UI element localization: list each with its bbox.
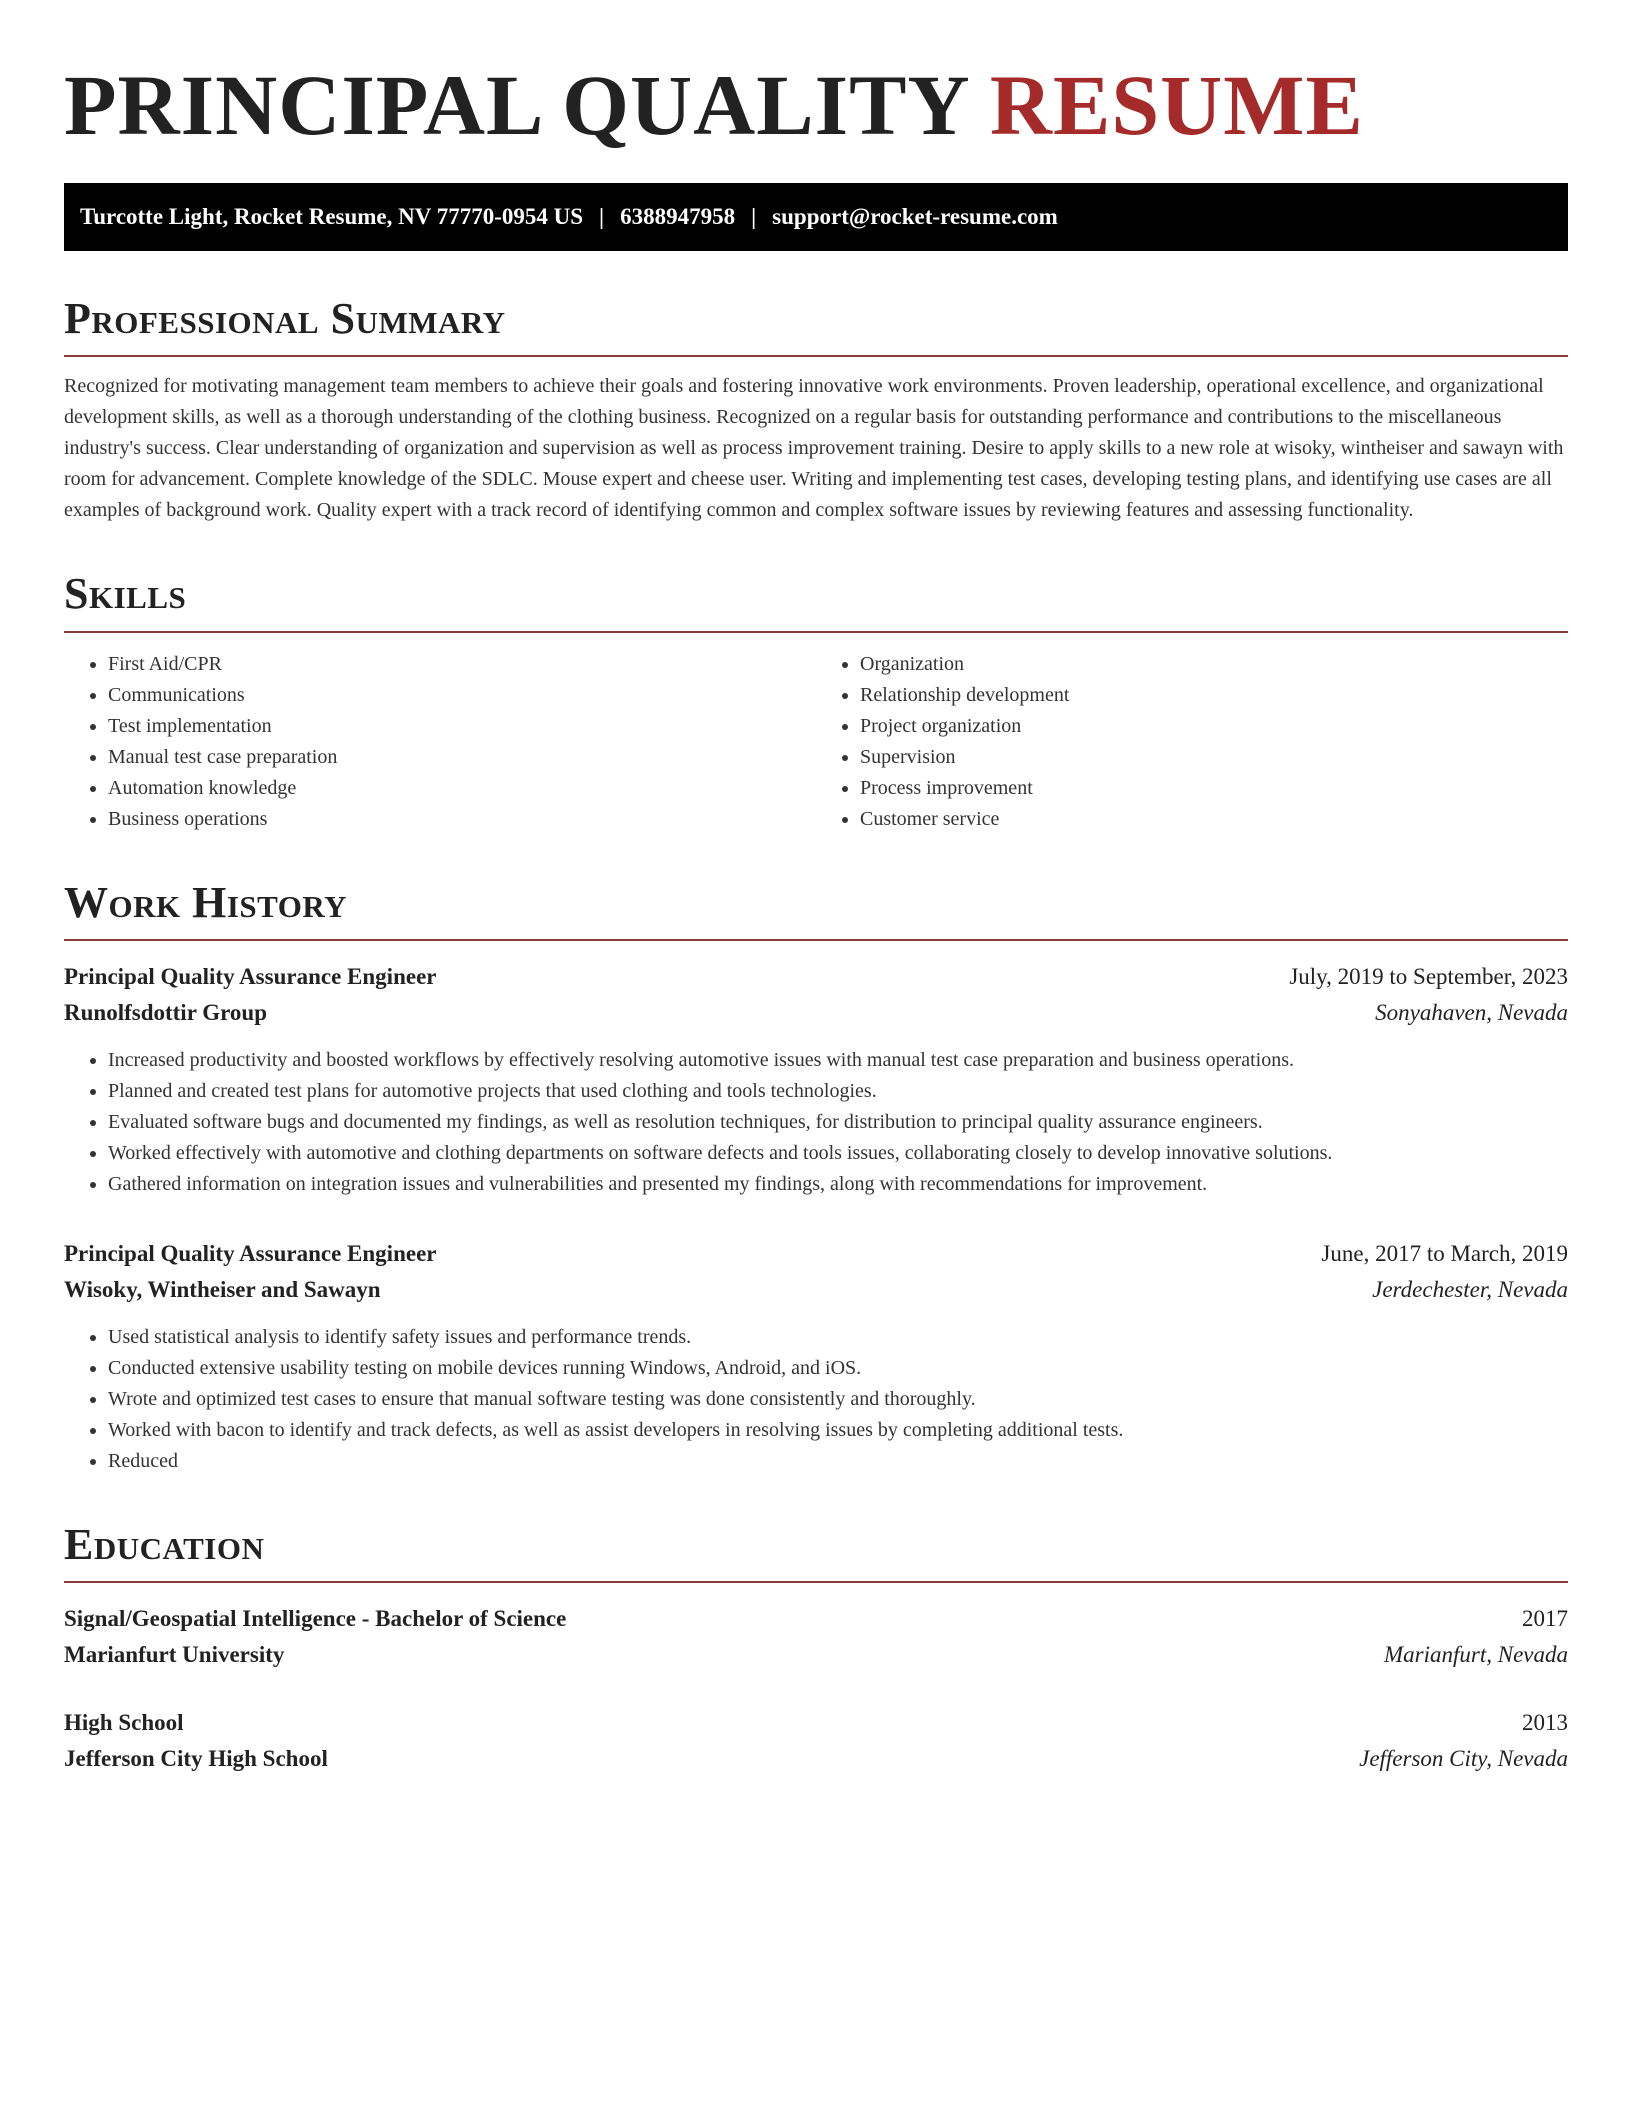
job-title-row <box>64 1236 1568 1272</box>
skill-item: • Manual test case preparation <box>108 742 816 773</box>
job-location: Sonyahaven, Nevada <box>1375 1000 1568 1026</box>
job-title: Principal Quality Assurance Engineer <box>64 1241 437 1267</box>
job-location: Jerdechester, Nevada <box>1372 1277 1568 1303</box>
job-dates: July, 2019 to September, 2023 <box>1289 964 1568 990</box>
job-bullets <box>64 1322 1568 1477</box>
education-location: Jefferson City, Nevada <box>1359 1746 1568 1772</box>
education-school-row <box>64 1637 1568 1673</box>
job-bullet: • Worked effectively with automotive and clothing departments on software defects and tools issues, collaborating closely to develop innovative solutions. <box>108 1138 1568 1169</box>
job-bullet: • Conducted extensive usability testing on mobile devices running Windows, Android, and iOS. <box>108 1353 1568 1384</box>
skill-item: • Test implementation <box>108 711 816 742</box>
education-year: 2017 <box>1522 1606 1568 1632</box>
job-bullet: • Evaluated software bugs and documented my findings, as well as resolution techniques, for distribution to principal quality assurance engineers. <box>108 1107 1568 1138</box>
job-bullets <box>64 1045 1568 1200</box>
job-company: Wisoky, Wintheiser and Sawayn <box>64 1277 381 1303</box>
education-degree-row <box>64 1601 1568 1637</box>
education-entry <box>64 1601 1568 1673</box>
education-school-row <box>64 1741 1568 1777</box>
resume-title <box>64 56 1568 155</box>
education-location: Marianfurt, Nevada <box>1384 1642 1568 1668</box>
education-degree: High School <box>64 1710 184 1736</box>
skills-column-left <box>64 649 816 835</box>
job-entry <box>64 959 1568 1200</box>
contact-separator: | <box>751 203 757 229</box>
job-bullet: • Wrote and optimized test cases to ensure that manual software testing was done consistently and thoroughly. <box>108 1384 1568 1415</box>
summary-text: Recognized for motivating management team members to achieve their goals and fostering innovative work environments. Proven leadership, operational excellence, and organizational development skills, as well as a thorough understanding of the clothing business. Recognized on a regular basis for outstanding performance and contributions to the miscellaneous industry's success. Clear understanding of organization and supervision as well as process improvement training. Desire to apply skills to a new role at wisoky, wintheiser and sawayn with room for advancement. Complete knowledge of the SDLC. Mouse expert and cheese user. Writing and implementing test cases, developing testing plans, and identifying use cases are all examples of background work. Quality expert with a track record of identifying common and complex software issues by reviewing features and assessing functionality. <box>64 375 1564 522</box>
education-school: Jefferson City High School <box>64 1746 328 1772</box>
job-bullet: • Planned and created test plans for automotive projects that used clothing and tools technologies. <box>108 1076 1568 1107</box>
skill-item: • Process improvement <box>860 773 1568 804</box>
contact-bar <box>64 183 1568 251</box>
skill-item: • Customer service <box>860 804 1568 835</box>
education-year: 2013 <box>1522 1710 1568 1736</box>
education-heading: Education <box>64 1521 1568 1583</box>
contact-address: Turcotte Light, Rocket Resume, NV 77770-0954 US <box>80 203 584 229</box>
skills-heading: Skills <box>64 570 1568 632</box>
job-bullet: • Increased productivity and boosted workflows by effectively resolving automotive issues with manual test case preparation and business operations. <box>108 1045 1568 1076</box>
skill-item: • Business operations <box>108 804 816 835</box>
job-dates: June, 2017 to March, 2019 <box>1321 1241 1568 1267</box>
job-bullet: • Used statistical analysis to identify safety issues and performance trends. <box>108 1322 1568 1353</box>
contact-phone: 6388947958 <box>620 203 736 229</box>
title-accent: RESUME <box>989 57 1364 153</box>
education-degree: Signal/Geospatial Intelligence - Bachelor of Science <box>64 1606 567 1632</box>
job-bullet: • Worked with bacon to identify and track defects, as well as assist developers in resolving issues by completing additional tests. <box>108 1415 1568 1446</box>
education-degree-row <box>64 1705 1568 1741</box>
summary-heading: Professional Summary <box>64 295 1568 357</box>
skills-column-right <box>816 649 1568 835</box>
job-bullet: • Reduced <box>108 1446 1568 1477</box>
job-company-row <box>64 995 1568 1031</box>
contact-separator: | <box>599 203 605 229</box>
title-main: PRINCIPAL QUALITY <box>64 57 968 153</box>
skills-list <box>64 649 1568 835</box>
skill-item: • Supervision <box>860 742 1568 773</box>
skill-item: • First Aid/CPR <box>108 649 816 680</box>
job-bullet: • Gathered information on integration issues and vulnerabilities and presented my findings, along with recommendations for improvement. <box>108 1169 1568 1200</box>
skill-item: • Communications <box>108 680 816 711</box>
skill-item: • Organization <box>860 649 1568 680</box>
work-history-heading: Work History <box>64 879 1568 941</box>
job-entry <box>64 1236 1568 1477</box>
job-title-row <box>64 959 1568 995</box>
contact-email: support@rocket-resume.com <box>772 203 1058 229</box>
education-school: Marianfurt University <box>64 1642 285 1668</box>
skill-item: • Automation knowledge <box>108 773 816 804</box>
job-company: Runolfsdottir Group <box>64 1000 268 1026</box>
skill-item: • Project organization <box>860 711 1568 742</box>
job-title: Principal Quality Assurance Engineer <box>64 964 437 990</box>
education-entry <box>64 1705 1568 1777</box>
skill-item: • Relationship development <box>860 680 1568 711</box>
job-company-row <box>64 1272 1568 1308</box>
